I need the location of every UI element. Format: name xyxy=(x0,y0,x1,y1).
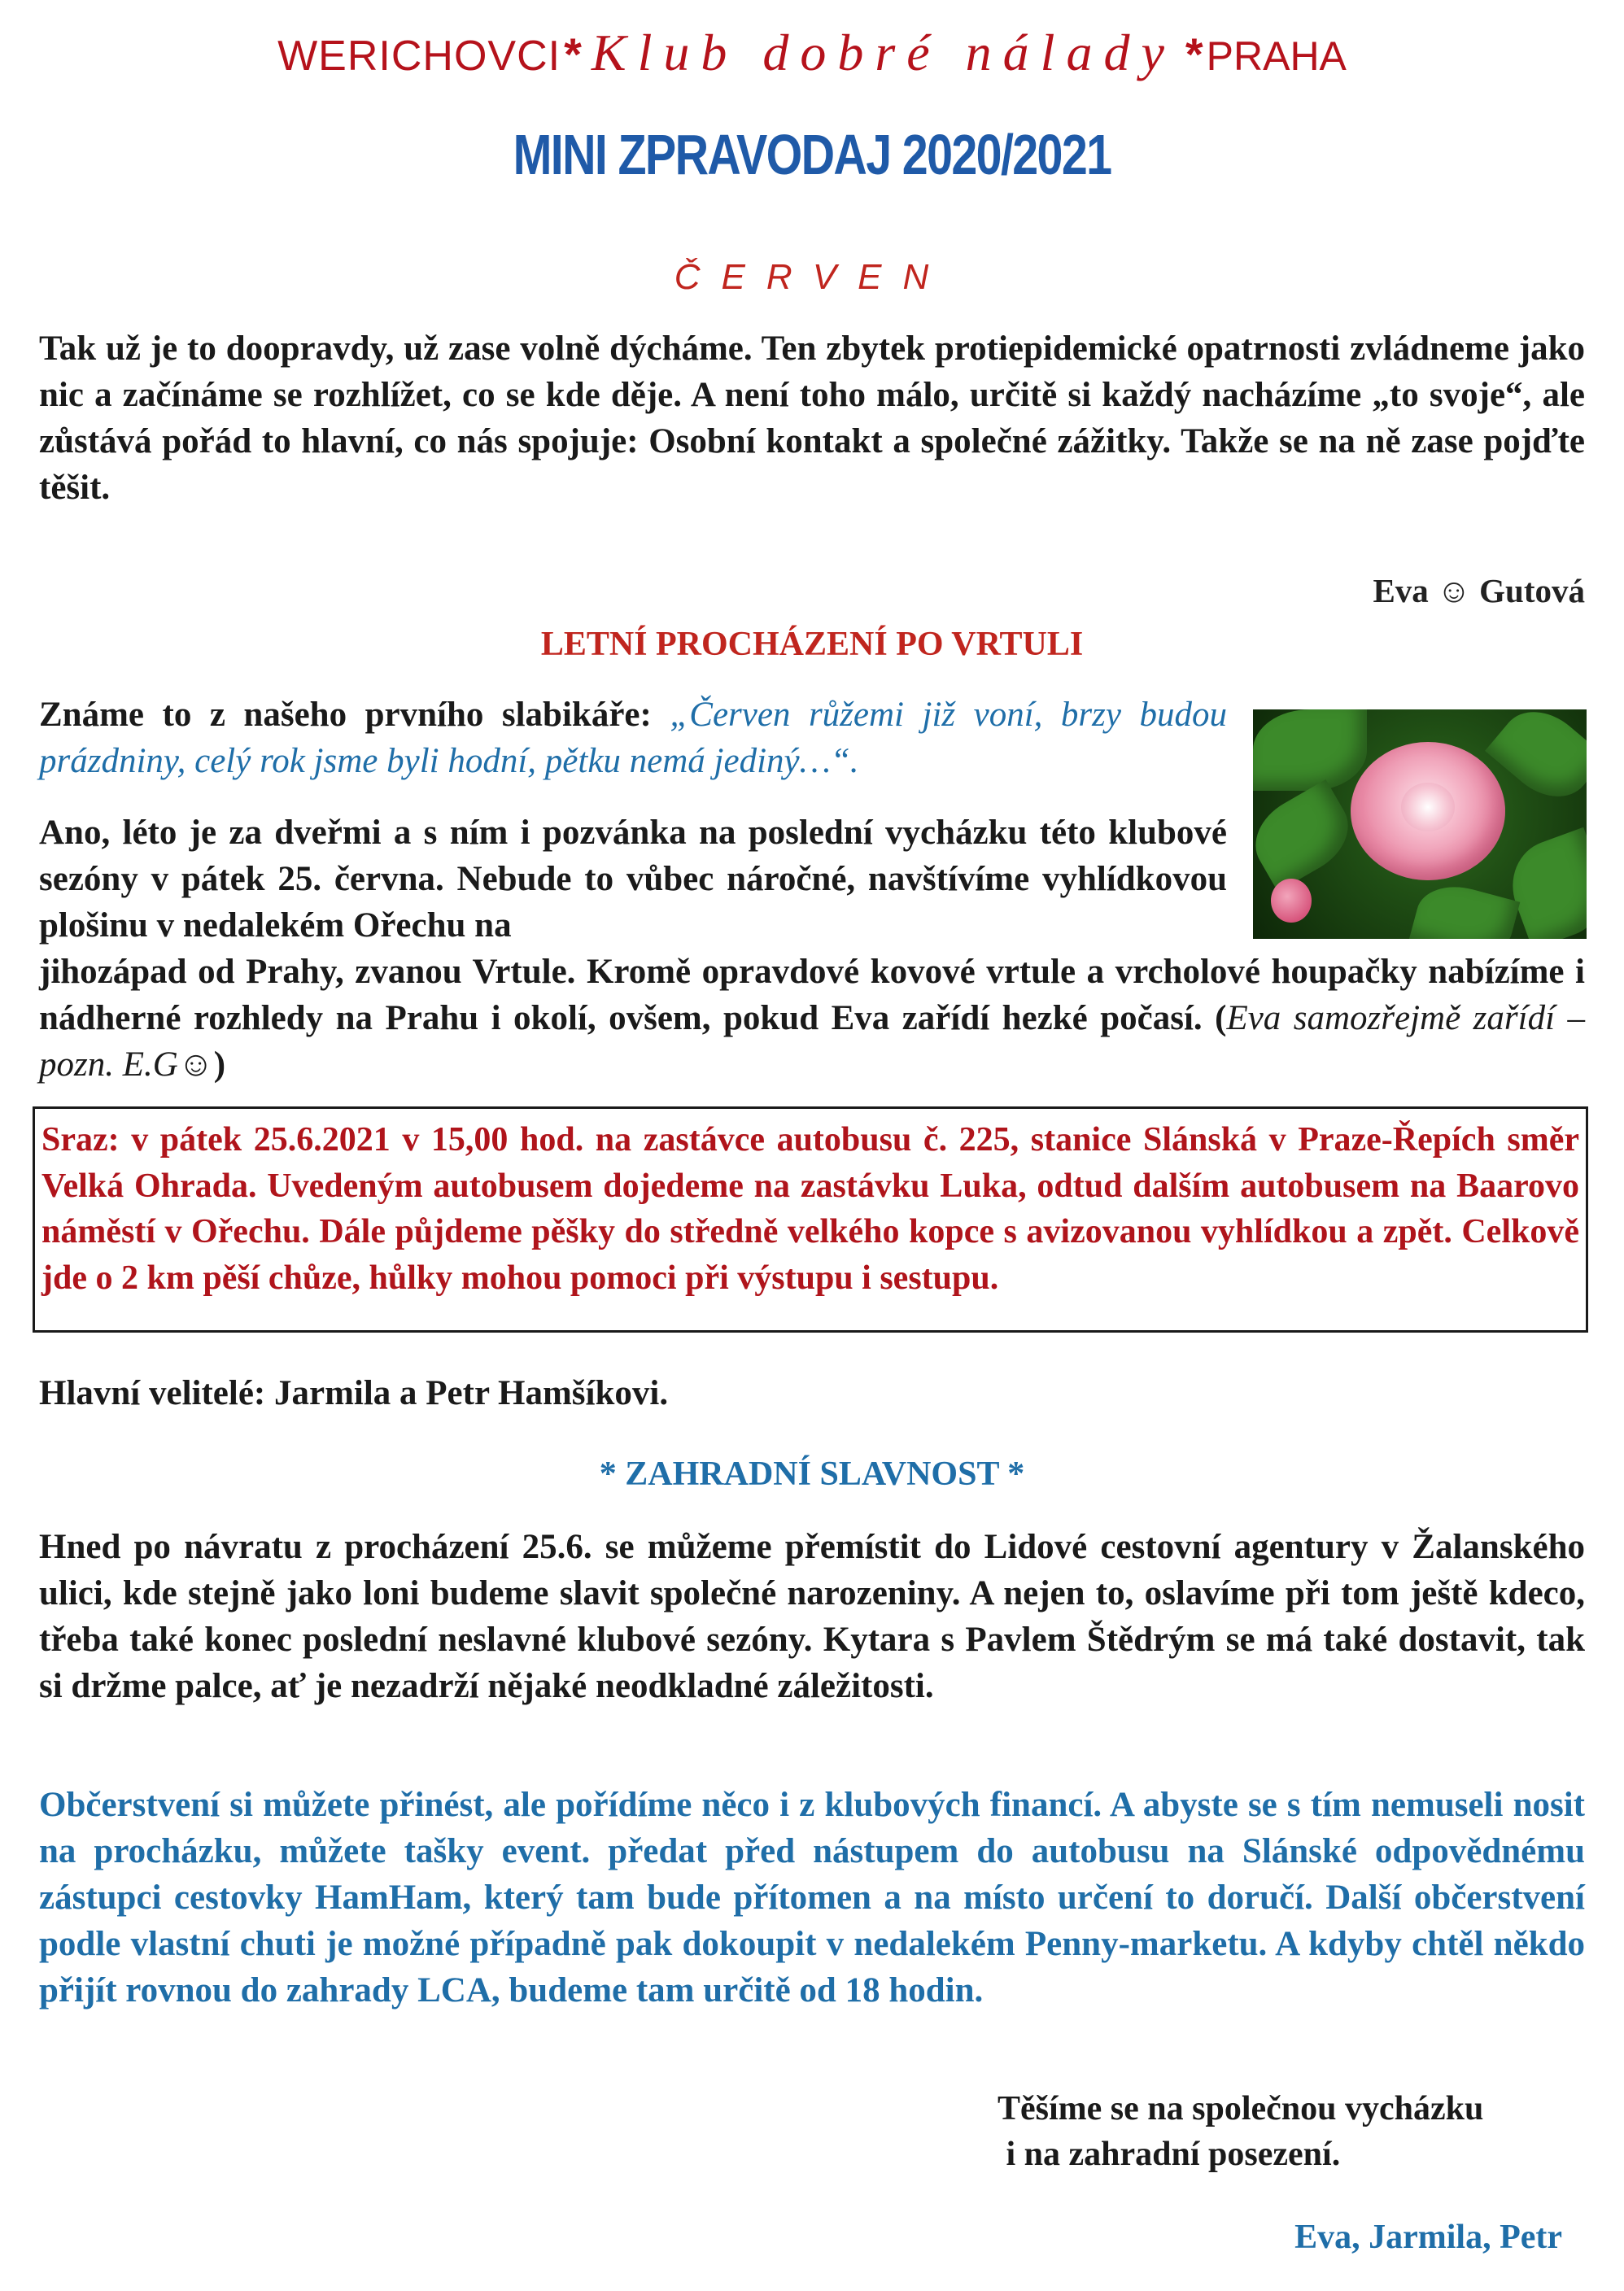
newsletter-title: MINI ZPRAVODAJ 2020/2021 xyxy=(513,123,1111,186)
star-right: * xyxy=(1185,28,1203,80)
walk-body-note: Eva samozřejmě zařídí – pozn. E.G☺ xyxy=(39,999,1586,1084)
walk-body-close: ) xyxy=(213,1045,226,1084)
closing-line-1: Těšíme se na společnou vycházku xyxy=(998,2090,1484,2127)
star-left: * xyxy=(564,28,582,80)
walk-body-rest xyxy=(39,949,1585,1088)
rose-bud xyxy=(1271,879,1312,923)
rose-photo xyxy=(1253,709,1587,939)
party-paragraph-2: Občerstvení si můžete přinést, ale pořídíme něco i z klubových financí. A abyste se s tím nemuseli nosit na procházku, můžete tašky event. předat před nástupem do autobusu na Slánské odpovědnému zástupci cestovky HamHam, který tam bude přítomen a na místo určení to doručí. Další občerstvení podle vlastní chuti je možné případně pak dokoupit v nedalekém Penny-marketu. A kdyby chtěl někdo přijít rovnou do zahrady LCA, budeme tam určitě od 18 hodin. xyxy=(39,1786,1585,2010)
commanders-line: Hlavní velitelé: Jarmila a Petr Hamšíkovi. xyxy=(39,1374,669,1412)
walk-quote-intro: Známe to z našeho prvního slabikáře: xyxy=(39,696,670,734)
meeting-info-box: Sraz: v pátek 25.6.2021 v 15,00 hod. na zastávce autobusu č. 225, stanice Slánská v Praze-Řepích směr Velká Ohrada. Uvedeným autobusem dojedeme na zastávku Luka, odtud dalším autobusem na Baarovo náměstí v Ořechu. Dále půjdeme pěšky do středně velkého kopce s avizovanou vyhlídkou a zpět. Celkově jde o 2 km pěší chůze, hůlky mohou pomoci při výstupu i sestupu. xyxy=(33,1106,1588,1333)
walk-body-text: jihozápad od Prahy, zvanou Vrtule. Kromě opravdové kovové vrtule a vrcholové houpačky nabízíme i nádherné rozhledy na Prahu i okolí, ovšem, pokud Eva zařídí hezké počasí. ( xyxy=(39,953,1585,1037)
party-title: * ZAHRADNÍ SLAVNOST * xyxy=(599,1455,1025,1493)
intro-signature: Eva ☺ Gutová xyxy=(1373,572,1585,609)
party-paragraph-1: Hned po návratu z procházení 25.6. se můžeme přemístit do Lidové cestovní agentury v Žalanského ulici, kde stejně jako loni budeme slavit společné narozeniny. A nejen to, oslavíme při tom ještě kdeco, třeba také konec poslední neslavné klubové sezóny. Kytara s Pavlem Štědrým se má také dostavit, tak si držme palce, ať je nezadrží nějaké neodkladné záležitosti. xyxy=(39,1528,1585,1705)
org-name: WERICHOVCI xyxy=(277,33,561,80)
walk-title: LETNÍ PROCHÁZENÍ PO VRTULI xyxy=(540,626,1084,663)
club-name: Klub dobré nálady xyxy=(591,24,1176,81)
closing-line-2: i na zahradní posezení. xyxy=(998,2136,1341,2173)
club-header xyxy=(0,23,1624,83)
month-heading: ČERVEN xyxy=(674,257,950,297)
walk-quote: „Červen růžemi již voní, brzy budou prázdniny, celý rok jsme byli hodní, pětku nemá jediný…“. xyxy=(39,696,1227,780)
rose-flower xyxy=(1351,742,1505,880)
city-name: PRAHA xyxy=(1206,33,1347,79)
walk-body-lead: Ano, léto je za dveřmi a s ním i pozvánka na poslední vycházku této klubové sezóny v pátek 25. června. Nebude to vůbec náročné, navštívíme vyhlídkovou plošinu v nedalekém Ořechu na xyxy=(39,814,1227,945)
walk-quote-paragraph xyxy=(39,692,1227,784)
closing-names: Eva, Jarmila, Petr xyxy=(1294,2219,1562,2256)
closing-wish xyxy=(998,2086,1483,2177)
intro-paragraph: Tak už je to doopravdy, už zase volně dýcháme. Ten zbytek protiepidemické opatrnosti zvládneme jako nic a začínáme se rozhlížet, co se kde děje. A není toho málo, určitě si každý nacházíme „to svoje“, ale zůstává pořád to hlavní, co nás spojuje: Osobní kontakt a společné zážitky. Takže se na ně zase pojďte těšit. xyxy=(39,329,1585,507)
